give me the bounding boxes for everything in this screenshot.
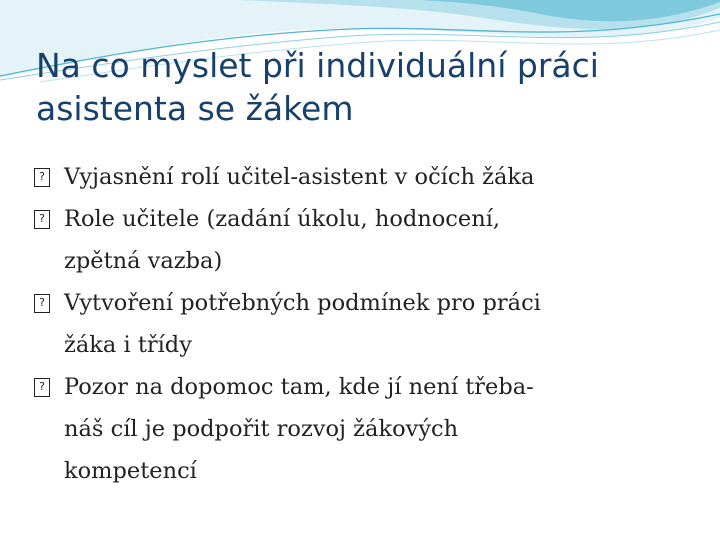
slide-title xyxy=(36,44,696,130)
slide-title-line-1: Na co myslet při individuální práci xyxy=(36,46,599,85)
bullet-item xyxy=(32,282,682,366)
bullet-text xyxy=(64,282,682,366)
bullet-text-line: Role učitele (zadání úkolu, hodnocení, xyxy=(64,206,501,232)
bullet-text-line: zpětná vazba) xyxy=(64,248,223,274)
bullet-text-line: Vytvoření potřebných podmínek pro práci xyxy=(64,290,541,316)
bullet-text-line: náš cíl je podpořit rozvoj žákových xyxy=(64,416,459,442)
bullet-missing-glyph-icon: ? xyxy=(34,168,50,187)
bullet-missing-glyph-icon: ? xyxy=(34,210,50,229)
bullet-list xyxy=(32,156,682,492)
bullet-item xyxy=(32,198,682,282)
bullet-text-line: Vyjasnění rolí učitel-asistent v očích žáka xyxy=(64,164,535,190)
bullet-text xyxy=(64,156,682,198)
bullet-text xyxy=(64,366,682,492)
slide-title-line-2: asistenta se žákem xyxy=(36,89,354,128)
bullet-text-line: Pozor na dopomoc tam, kde jí není třeba- xyxy=(64,374,534,400)
bullet-text-line: žáka i třídy xyxy=(64,332,192,358)
bullet-missing-glyph-icon: ? xyxy=(34,378,50,397)
bullet-missing-glyph-icon: ? xyxy=(34,294,50,313)
bullet-text xyxy=(64,198,682,282)
bullet-item xyxy=(32,156,682,198)
bullet-text-line: kompetencí xyxy=(64,458,197,484)
bullet-item xyxy=(32,366,682,492)
